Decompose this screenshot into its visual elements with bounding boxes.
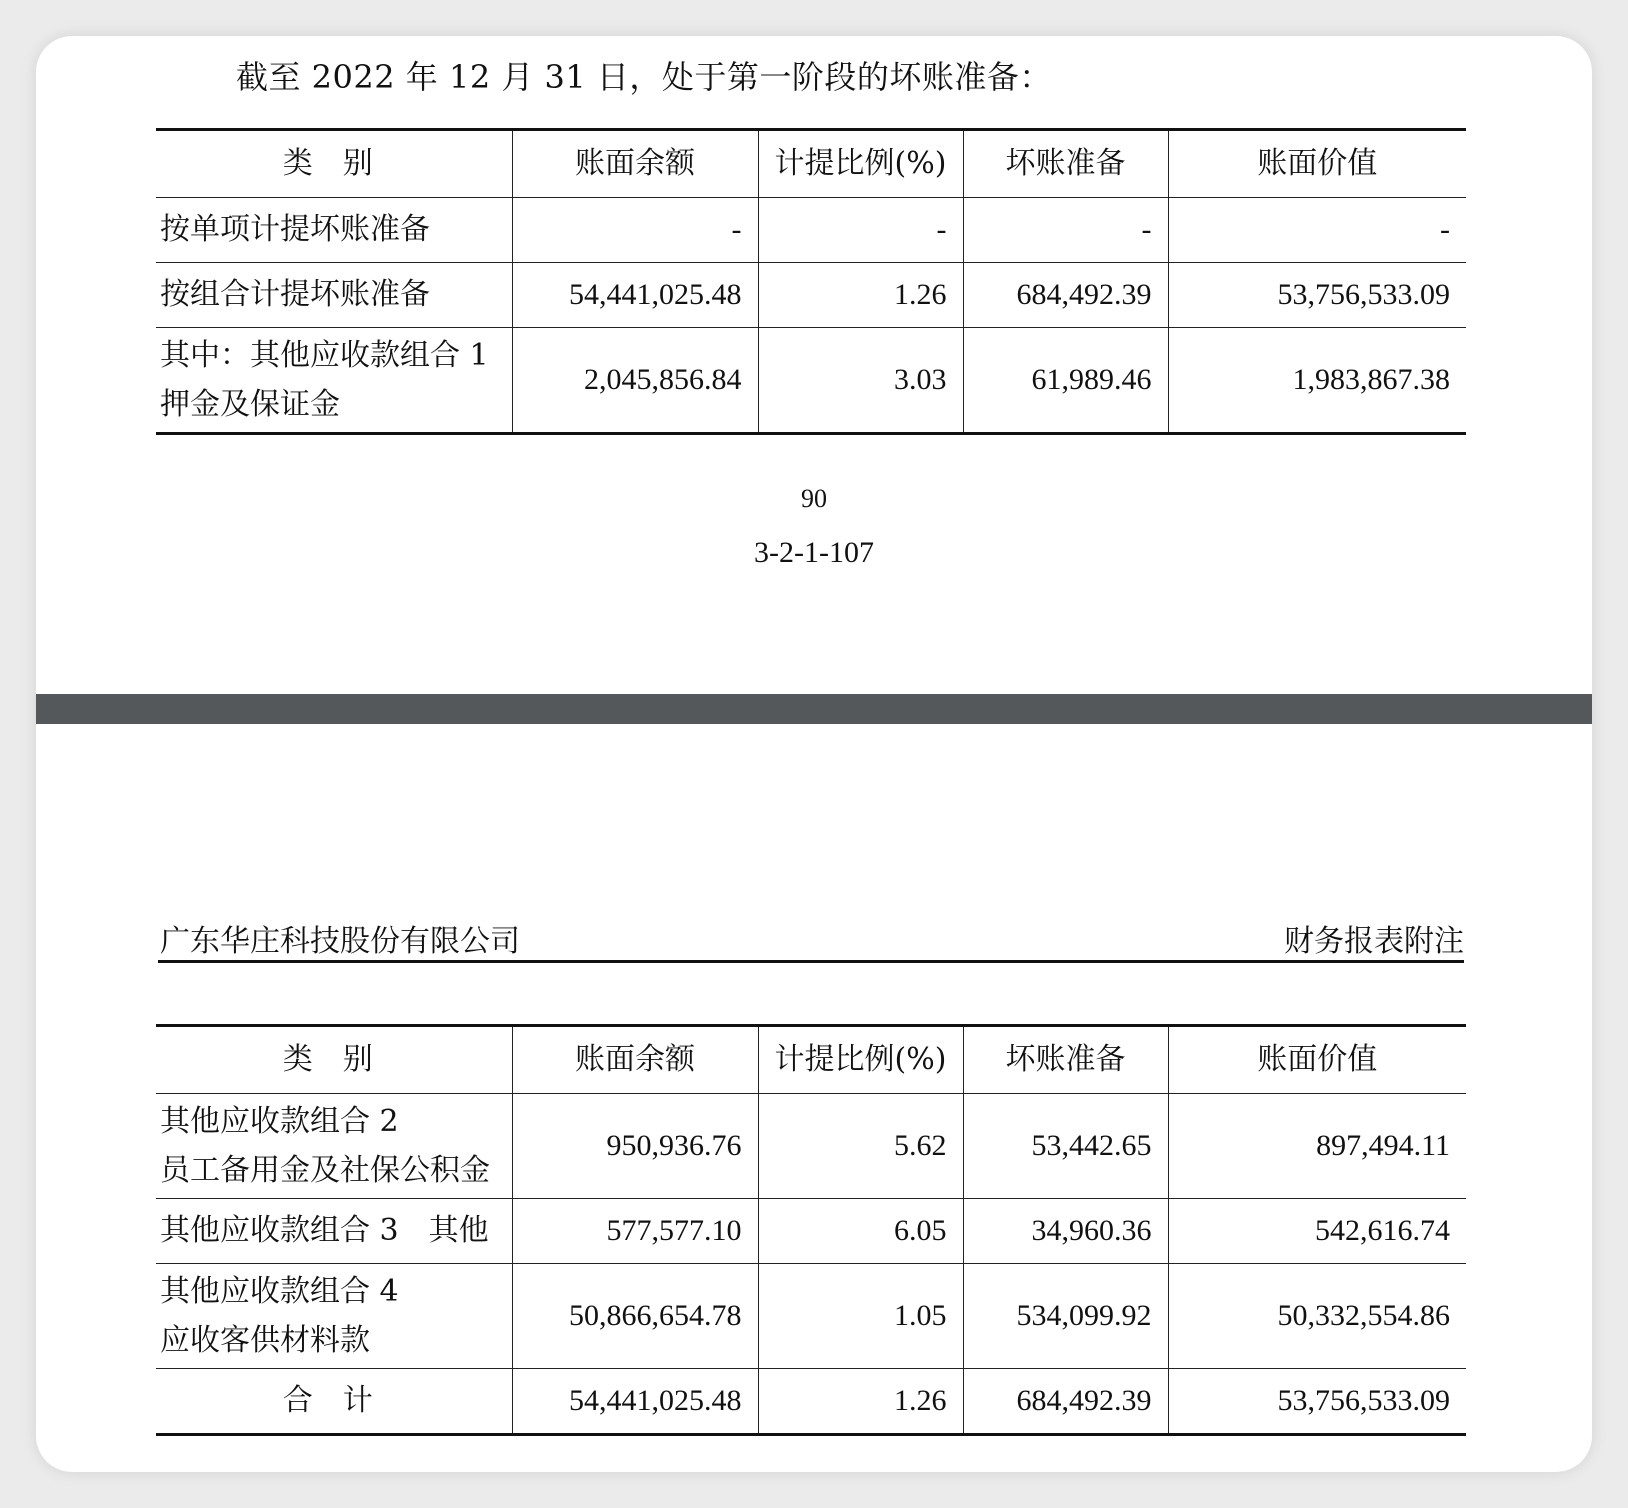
col-header-book-balance: 账面余额 [512,130,758,198]
cell-ratio: 1.26 [758,263,963,328]
cell-book-value: 897,494.11 [1168,1094,1466,1199]
col-header-ratio: 计提比例(%) [758,1026,963,1094]
page-reference: 3-2-1-107 [754,536,874,569]
row-label-line2: 押金及保证金 [160,387,340,422]
cell-provision: 534,099.92 [963,1264,1168,1369]
row-label-line2: 员工备用金及社保公积金 [160,1153,490,1188]
col-header-ratio: 计提比例(%) [758,130,963,198]
cell-ratio: 6.05 [758,1199,963,1264]
cell-ratio: 3.03 [758,328,963,434]
header-rule [158,960,1464,963]
cell-book-value: 53,756,533.09 [1168,1369,1466,1435]
col-header-book-value: 账面价值 [1168,1026,1466,1094]
cell-ratio: 5.62 [758,1094,963,1199]
table-row [156,263,1466,328]
cell-provision: 61,989.46 [963,328,1168,434]
col-header-category: 类 别 [156,130,512,198]
row-label-line1: 其他应收款组合 2 [160,1103,399,1139]
table-row [156,1094,1466,1199]
col-header-provision: 坏账准备 [963,130,1168,198]
col-header-provision: 坏账准备 [963,1026,1168,1094]
cell-ratio: 1.26 [758,1369,963,1435]
cell-ratio: - [758,198,963,263]
cell-book-value: 53,756,533.09 [1168,263,1466,328]
row-label [156,1094,512,1199]
table-header-row [156,130,1466,198]
cell-book-value: 542,616.74 [1168,1199,1466,1264]
cell-provision: 684,492.39 [963,263,1168,328]
table-header-row [156,1026,1466,1094]
table-row [156,328,1466,434]
row-label-total: 合 计 [156,1369,512,1435]
table-total-row [156,1369,1466,1435]
cell-provision: - [963,198,1168,263]
table-row [156,198,1466,263]
cell-book-value: 50,332,554.86 [1168,1264,1466,1369]
cell-balance: 54,441,025.48 [512,263,758,328]
row-label [156,328,512,434]
cell-balance: - [512,198,758,263]
cell-book-value: 1,983,867.38 [1168,328,1466,434]
col-header-book-balance: 账面余额 [512,1026,758,1094]
row-label: 其他应收款组合 3 其他 [156,1199,512,1264]
section-heading: 截至 2022 年 12 月 31 日，处于第一阶段的坏账准备： [236,58,1052,96]
cell-balance: 2,045,856.84 [512,328,758,434]
cell-ratio: 1.05 [758,1264,963,1369]
cell-balance: 54,441,025.48 [512,1369,758,1435]
stage1-provision-table [156,128,1466,435]
cell-provision: 53,442.65 [963,1094,1168,1199]
row-label: 按单项计提坏账准备 [156,198,512,263]
cell-book-value: - [1168,198,1466,263]
cell-balance: 950,936.76 [512,1094,758,1199]
row-label: 按组合计提坏账准备 [156,263,512,328]
row-label-line2: 应收客供材料款 [160,1323,370,1358]
table-row [156,1199,1466,1264]
company-name: 广东华庄科技股份有限公司 [160,924,520,959]
row-label [156,1264,512,1369]
page-separator [36,694,1592,724]
cell-balance: 50,866,654.78 [512,1264,758,1369]
col-header-book-value: 账面价值 [1168,130,1466,198]
col-header-category: 类 别 [156,1026,512,1094]
cell-provision: 684,492.39 [963,1369,1168,1435]
cell-provision: 34,960.36 [963,1199,1168,1264]
cell-balance: 577,577.10 [512,1199,758,1264]
document-viewer [36,36,1592,1472]
section-name: 财务报表附注 [1284,924,1464,959]
receivable-combination-table [156,1024,1466,1436]
row-label-line1: 其中：其他应收款组合 1 [160,337,489,373]
row-label-line1: 其他应收款组合 4 [160,1273,399,1309]
page-number: 90 [801,484,827,513]
table-row [156,1264,1466,1369]
